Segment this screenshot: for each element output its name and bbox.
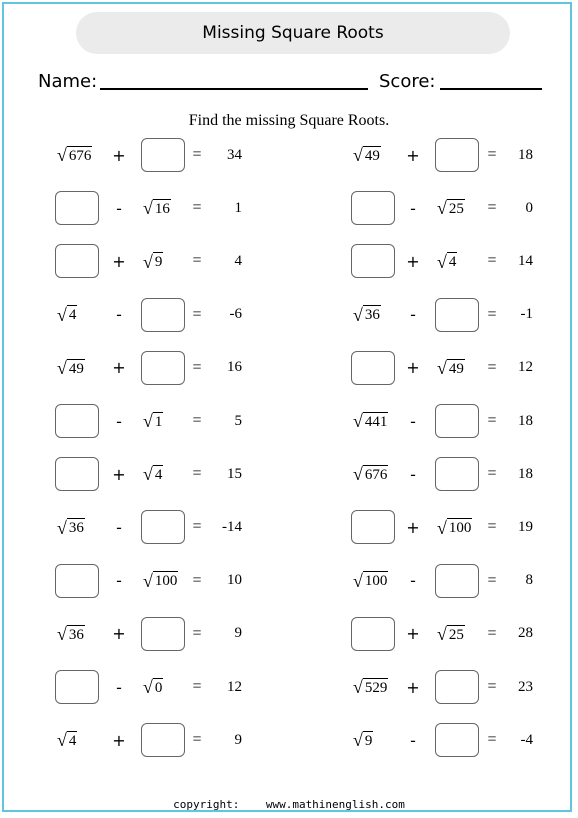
operator: + [112, 358, 126, 378]
result-value: 16 [227, 359, 242, 376]
answer-box[interactable] [55, 457, 99, 491]
radicand: 100 [448, 520, 472, 537]
square-root-term [437, 510, 472, 544]
result-value: 1 [234, 199, 242, 216]
operator: + [406, 517, 420, 537]
problem-row [0, 298, 578, 332]
result-value: -6 [229, 306, 242, 323]
footer-copyright: copyright: [173, 798, 240, 811]
square-root-term [353, 138, 381, 172]
problem-row [0, 138, 578, 172]
answer-box[interactable] [55, 564, 99, 598]
problem-row [0, 723, 578, 757]
equals-sign: = [487, 624, 497, 642]
answer-box[interactable] [435, 564, 479, 598]
radicand: 676 [364, 466, 388, 483]
square-root-term [437, 351, 465, 385]
square-root-term [437, 191, 465, 225]
result-value: 12 [227, 678, 242, 695]
page-title [76, 12, 510, 54]
sqrt-symbol: √ [437, 251, 447, 272]
sqrt-symbol: √ [57, 624, 67, 645]
equals-sign: = [487, 199, 497, 217]
operator: - [116, 198, 122, 218]
answer-box[interactable] [435, 723, 479, 757]
square-root-term [57, 723, 77, 757]
answer-box[interactable] [351, 191, 395, 225]
radicand: 4 [68, 307, 77, 324]
title-text: Missing Square Roots [202, 23, 384, 43]
operator: + [406, 677, 420, 697]
radicand: 49 [448, 360, 464, 377]
result-value: 34 [227, 146, 242, 163]
sqrt-symbol: √ [437, 517, 447, 538]
operator: - [410, 571, 416, 591]
square-root-term [353, 404, 388, 438]
radicand: 16 [154, 200, 170, 217]
equals-sign: = [487, 731, 497, 749]
result-value: -4 [520, 731, 533, 748]
result-value: 10 [227, 572, 242, 589]
answer-box[interactable] [141, 723, 185, 757]
square-root-term [57, 138, 92, 172]
answer-box[interactable] [435, 670, 479, 704]
operator: - [116, 517, 122, 537]
equals-sign: = [192, 412, 202, 429]
answer-box[interactable] [351, 510, 395, 544]
equals-sign: = [192, 731, 202, 749]
sqrt-symbol: √ [57, 730, 67, 751]
sqrt-symbol: √ [353, 304, 363, 325]
radicand: 4 [448, 254, 457, 271]
result-value: 15 [227, 465, 242, 482]
equals-sign: = [192, 465, 202, 483]
result-value: 18 [518, 465, 533, 482]
equals-sign: = [192, 678, 202, 695]
radicand: 441 [364, 413, 388, 430]
square-root-term [143, 457, 163, 491]
sqrt-symbol: √ [353, 411, 363, 432]
square-root-term [57, 510, 85, 544]
answer-box[interactable] [55, 244, 99, 278]
square-root-term [437, 617, 465, 651]
sqrt-symbol: √ [143, 677, 153, 698]
radicand: 1 [154, 413, 163, 430]
operator: - [410, 730, 416, 750]
operator: - [410, 305, 416, 325]
sqrt-symbol: √ [353, 730, 363, 751]
equals-sign: = [487, 678, 497, 695]
radicand: 100 [364, 573, 388, 590]
sqrt-symbol: √ [143, 411, 153, 432]
equals-sign: = [487, 146, 497, 163]
sqrt-symbol: √ [437, 198, 447, 219]
result-value: 8 [525, 572, 533, 589]
radicand: 529 [364, 679, 388, 696]
name-field[interactable] [100, 88, 368, 90]
equals-sign: = [487, 358, 497, 376]
operator: + [112, 145, 126, 165]
operator: + [406, 358, 420, 378]
radicand: 676 [68, 147, 92, 164]
operator: - [410, 198, 416, 218]
square-root-term [437, 244, 457, 278]
square-root-term [143, 404, 163, 438]
operator: - [116, 677, 122, 697]
sqrt-symbol: √ [353, 677, 363, 698]
result-value: 9 [234, 731, 242, 748]
result-value: 18 [518, 146, 533, 163]
result-value: 5 [234, 412, 242, 429]
problem-row [0, 617, 578, 651]
answer-box[interactable] [141, 138, 185, 172]
sqrt-symbol: √ [353, 464, 363, 485]
answer-box[interactable] [141, 510, 185, 544]
result-value: 12 [518, 359, 533, 376]
square-root-term [353, 670, 388, 704]
answer-box[interactable] [435, 298, 479, 332]
result-value: 23 [518, 678, 533, 695]
radicand: 4 [68, 732, 77, 749]
radicand: 4 [154, 466, 163, 483]
sqrt-symbol: √ [143, 570, 153, 591]
square-root-term [143, 670, 163, 704]
answer-box[interactable] [55, 191, 99, 225]
score-field[interactable] [440, 88, 542, 90]
square-root-term [353, 723, 373, 757]
answer-box[interactable] [141, 617, 185, 651]
square-root-term [143, 564, 178, 598]
radicand: 0 [154, 679, 163, 696]
operator: + [406, 624, 420, 644]
equals-sign: = [487, 518, 497, 536]
score-label: Score: [379, 71, 436, 92]
operator: + [112, 730, 126, 750]
equals-sign: = [487, 571, 497, 589]
problem-row [0, 670, 578, 704]
operator: - [116, 411, 122, 431]
answer-box[interactable] [351, 351, 395, 385]
answer-box[interactable] [55, 670, 99, 704]
equals-sign: = [192, 518, 202, 536]
result-value: 14 [518, 252, 533, 269]
operator: - [410, 411, 416, 431]
radicand: 100 [154, 573, 178, 590]
sqrt-symbol: √ [437, 624, 447, 645]
problem-row [0, 457, 578, 491]
problem-row [0, 510, 578, 544]
answer-box[interactable] [351, 244, 395, 278]
square-root-term [143, 244, 163, 278]
radicand: 36 [364, 307, 380, 324]
square-root-term [353, 564, 388, 598]
operator: - [116, 571, 122, 591]
problem-row [0, 404, 578, 438]
equals-sign: = [192, 571, 202, 589]
radicand: 49 [68, 360, 84, 377]
square-root-term [57, 298, 77, 332]
radicand: 36 [68, 626, 84, 643]
equals-sign: = [192, 199, 202, 217]
result-value: 0 [525, 199, 533, 216]
sqrt-symbol: √ [57, 358, 67, 379]
radicand: 25 [448, 626, 464, 643]
radicand: 25 [448, 200, 464, 217]
radicand: 9 [154, 254, 163, 271]
operator: - [410, 464, 416, 484]
footer [0, 798, 578, 811]
result-value: -14 [222, 518, 242, 535]
operator: - [116, 305, 122, 325]
result-value: 4 [234, 252, 242, 269]
answer-box[interactable] [141, 298, 185, 332]
sqrt-symbol: √ [437, 358, 447, 379]
square-root-term [353, 298, 381, 332]
sqrt-symbol: √ [143, 464, 153, 485]
problem-row [0, 351, 578, 385]
problem-row [0, 564, 578, 598]
equals-sign: = [487, 412, 497, 429]
sqrt-symbol: √ [353, 145, 363, 166]
operator: + [112, 251, 126, 271]
operator: + [112, 464, 126, 484]
sqrt-symbol: √ [143, 198, 153, 219]
result-value: 9 [234, 625, 242, 642]
equals-sign: = [487, 305, 497, 323]
answer-box[interactable] [435, 457, 479, 491]
result-value: 28 [518, 625, 533, 642]
square-root-term [143, 191, 171, 225]
operator: + [406, 145, 420, 165]
square-root-term [353, 457, 388, 491]
radicand: 9 [364, 732, 373, 749]
result-value: 18 [518, 412, 533, 429]
answer-box[interactable] [55, 404, 99, 438]
operator: + [112, 624, 126, 644]
footer-url[interactable]: www.mathinenglish.com [265, 798, 405, 811]
equals-sign: = [487, 252, 497, 270]
operator: + [406, 251, 420, 271]
radicand: 49 [364, 147, 380, 164]
square-root-term [57, 351, 85, 385]
sqrt-symbol: √ [143, 251, 153, 272]
name-label: Name: [38, 71, 98, 92]
problem-row [0, 191, 578, 225]
answer-box[interactable] [435, 404, 479, 438]
sqrt-symbol: √ [353, 570, 363, 591]
result-value: 19 [518, 518, 533, 535]
equals-sign: = [192, 624, 202, 642]
answer-box[interactable] [141, 351, 185, 385]
equals-sign: = [192, 305, 202, 323]
result-value: -1 [520, 306, 533, 323]
instruction-text: Find the missing Square Roots. [188, 112, 390, 129]
answer-box[interactable] [351, 617, 395, 651]
sqrt-symbol: √ [57, 145, 67, 166]
equals-sign: = [487, 465, 497, 483]
answer-box[interactable] [435, 138, 479, 172]
equals-sign: = [192, 358, 202, 376]
square-root-term [57, 617, 85, 651]
radicand: 36 [68, 520, 84, 537]
equals-sign: = [192, 252, 202, 270]
equals-sign: = [192, 146, 202, 163]
sqrt-symbol: √ [57, 304, 67, 325]
problem-row [0, 244, 578, 278]
sqrt-symbol: √ [57, 517, 67, 538]
